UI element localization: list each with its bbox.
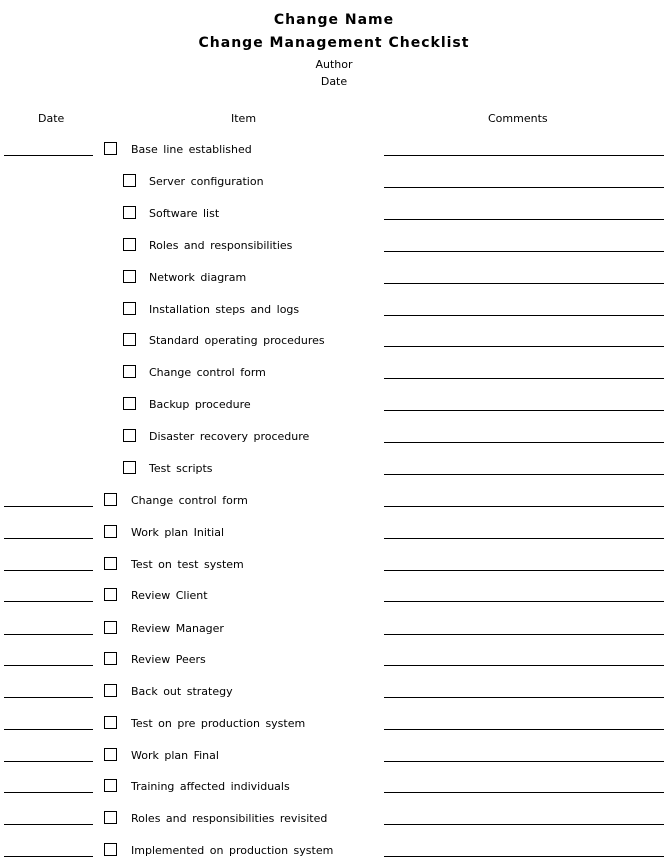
checkbox[interactable] xyxy=(104,843,117,856)
comment-entry-line[interactable] xyxy=(384,792,664,793)
checkbox[interactable] xyxy=(104,779,117,792)
item-label: Test on pre production system xyxy=(131,717,306,730)
item-label: Test scripts xyxy=(149,462,213,475)
item-label: Network diagram xyxy=(149,271,247,284)
checkbox[interactable] xyxy=(104,142,117,155)
item-label: Software list xyxy=(149,207,220,220)
item-label: Training affected individuals xyxy=(131,780,290,793)
comment-entry-line[interactable] xyxy=(384,474,664,475)
checkbox[interactable] xyxy=(123,365,136,378)
item-label: Disaster recovery procedure xyxy=(149,430,310,443)
checkbox[interactable] xyxy=(123,270,136,283)
checklist-row xyxy=(0,748,668,768)
comment-entry-line[interactable] xyxy=(384,442,664,443)
date-entry-line[interactable] xyxy=(4,538,93,539)
checklist-row xyxy=(0,716,668,736)
checkbox[interactable] xyxy=(104,716,117,729)
checklist-row xyxy=(0,621,668,641)
date-entry-line[interactable] xyxy=(4,634,93,635)
checklist-row xyxy=(0,493,668,513)
checkbox[interactable] xyxy=(123,174,136,187)
item-label: Implemented on production system xyxy=(131,844,334,857)
checklist-row xyxy=(0,429,668,449)
checklist-row xyxy=(0,365,668,385)
comment-entry-line[interactable] xyxy=(384,761,664,762)
comment-entry-line[interactable] xyxy=(384,634,664,635)
comment-entry-line[interactable] xyxy=(384,570,664,571)
item-label: Standard operating procedures xyxy=(149,334,325,347)
checkbox[interactable] xyxy=(123,238,136,251)
date-entry-line[interactable] xyxy=(4,155,93,156)
item-label: Roles and responsibilities revisited xyxy=(131,812,328,825)
item-label: Change control form xyxy=(131,494,248,507)
author-field: Author xyxy=(315,58,353,71)
checklist-row xyxy=(0,461,668,481)
comment-entry-line[interactable] xyxy=(384,378,664,379)
checklist-row xyxy=(0,174,668,194)
checklist-row xyxy=(0,811,668,831)
date-entry-line[interactable] xyxy=(4,697,93,698)
item-column-header: Item xyxy=(231,112,257,125)
item-label: Roles and responsibilities xyxy=(149,239,293,252)
checklist-row xyxy=(0,206,668,226)
checkbox[interactable] xyxy=(123,206,136,219)
comment-entry-line[interactable] xyxy=(384,506,664,507)
checkbox[interactable] xyxy=(104,684,117,697)
comment-entry-line[interactable] xyxy=(384,729,664,730)
document-subtitle: Change Management Checklist xyxy=(198,35,470,51)
checkbox[interactable] xyxy=(104,811,117,824)
checkbox[interactable] xyxy=(104,525,117,538)
checklist-row xyxy=(0,843,668,863)
checkbox[interactable] xyxy=(104,557,117,570)
comment-entry-line[interactable] xyxy=(384,601,664,602)
item-label: Review Client xyxy=(131,589,208,602)
checkbox[interactable] xyxy=(123,429,136,442)
checkbox[interactable] xyxy=(104,493,117,506)
comment-entry-line[interactable] xyxy=(384,824,664,825)
comment-entry-line[interactable] xyxy=(384,283,664,284)
checkbox[interactable] xyxy=(104,621,117,634)
checkbox[interactable] xyxy=(104,588,117,601)
item-label: Work plan Initial xyxy=(131,526,225,539)
comment-entry-line[interactable] xyxy=(384,251,664,252)
item-label: Test on test system xyxy=(131,558,244,571)
comment-entry-line[interactable] xyxy=(384,410,664,411)
comment-entry-line[interactable] xyxy=(384,538,664,539)
checklist-row xyxy=(0,397,668,417)
date-entry-line[interactable] xyxy=(4,665,93,666)
comment-entry-line[interactable] xyxy=(384,219,664,220)
date-column-header: Date xyxy=(38,112,65,125)
checkbox[interactable] xyxy=(104,748,117,761)
item-label: Work plan Final xyxy=(131,749,219,762)
checklist-row xyxy=(0,270,668,290)
checklist-row xyxy=(0,302,668,322)
checklist-row xyxy=(0,779,668,799)
item-label: Review Manager xyxy=(131,622,224,635)
comment-entry-line[interactable] xyxy=(384,155,664,156)
comment-entry-line[interactable] xyxy=(384,665,664,666)
checklist-row xyxy=(0,652,668,672)
checklist-row xyxy=(0,557,668,577)
comment-entry-line[interactable] xyxy=(384,187,664,188)
checklist-row xyxy=(0,238,668,258)
comment-entry-line[interactable] xyxy=(384,697,664,698)
item-label: Base line established xyxy=(131,143,252,156)
document-title: Change Name xyxy=(273,12,395,28)
checkbox[interactable] xyxy=(123,333,136,346)
item-label: Backup procedure xyxy=(149,398,251,411)
item-label: Change control form xyxy=(149,366,266,379)
date-entry-line[interactable] xyxy=(4,601,93,602)
checklist-row xyxy=(0,525,668,545)
date-entry-line[interactable] xyxy=(4,761,93,762)
checkbox[interactable] xyxy=(123,302,136,315)
comment-entry-line[interactable] xyxy=(384,856,664,857)
checklist-row xyxy=(0,684,668,704)
date-entry-line[interactable] xyxy=(4,856,93,857)
date-entry-line[interactable] xyxy=(4,570,93,571)
item-label: Server configuration xyxy=(149,175,264,188)
date-field: Date xyxy=(320,75,348,88)
date-entry-line[interactable] xyxy=(4,729,93,730)
comment-entry-line[interactable] xyxy=(384,315,664,316)
item-label: Back out strategy xyxy=(131,685,233,698)
date-entry-line[interactable] xyxy=(4,506,93,507)
checklist-row xyxy=(0,333,668,353)
item-label: Installation steps and logs xyxy=(149,303,300,316)
checklist-row xyxy=(0,588,668,608)
date-entry-line[interactable] xyxy=(4,792,93,793)
date-entry-line[interactable] xyxy=(4,824,93,825)
checkbox[interactable] xyxy=(123,461,136,474)
comment-entry-line[interactable] xyxy=(384,346,664,347)
checklist-row xyxy=(0,142,668,162)
item-label: Review Peers xyxy=(131,653,206,666)
comments-column-header: Comments xyxy=(488,112,548,125)
checkbox[interactable] xyxy=(104,652,117,665)
checkbox[interactable] xyxy=(123,397,136,410)
